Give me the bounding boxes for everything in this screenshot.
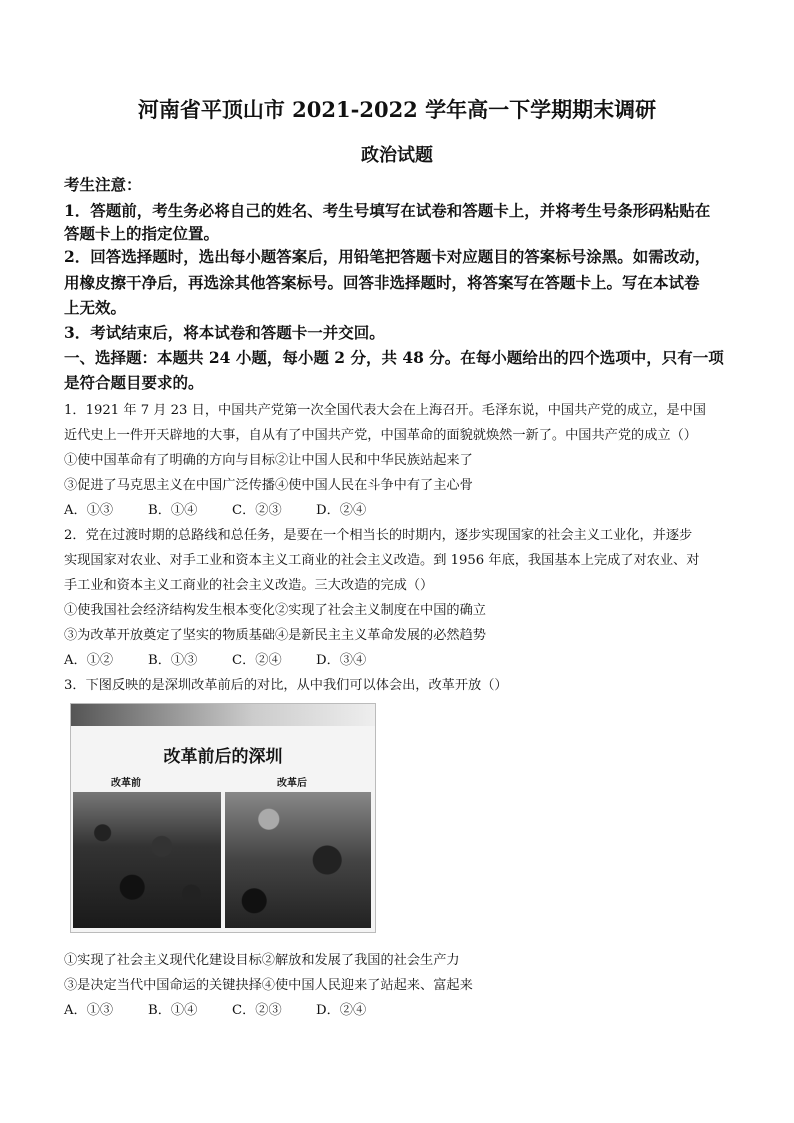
question-2-options — [64, 649, 366, 668]
question-3-options — [64, 999, 366, 1018]
shenzhen-comparison-figure — [70, 703, 376, 933]
question-3-statement: ③是决定当代中国命运的关键抉择④使中国人民迎来了站起来、富起来 — [64, 978, 473, 993]
notice-heading: 考生注意： — [64, 175, 142, 194]
question-1-options — [64, 499, 366, 518]
notice-line: 1．答题前，考生务必将自己的姓名、考生号填写在试卷和答题卡上，并将考生号条形码粘贴在 — [64, 201, 711, 220]
option-d: D．②④ — [316, 503, 367, 518]
question-2-text: 2．党在过渡时期的总路线和总任务，是要在一个相当长的时期内，逐步实现国家的社会主义工业化，并逐步 — [64, 528, 693, 543]
option-d: D．③④ — [316, 653, 367, 668]
photo-after-reform — [225, 792, 371, 928]
page-title: 河南省平顶山市 2021-2022 学年高一下学期期末调研 — [137, 97, 657, 122]
notice-line: 用橡皮擦干净后，再选涂其他答案标号。回答非选择题时，将答案写在答题卡上。写在本试卷 — [64, 273, 700, 292]
option-b: B．①④ — [148, 1003, 198, 1018]
question-3-statement: ①实现了社会主义现代化建设目标②解放和发展了我国的社会生产力 — [64, 953, 460, 968]
option-c: C．②④ — [232, 653, 282, 668]
question-2-statement: ③为改革开放奠定了坚实的物质基础④是新民主主义革命发展的必然趋势 — [64, 628, 486, 643]
figure-banner — [71, 704, 375, 726]
question-1-statement: ①使中国革命有了明确的方向与目标②让中国人民和中华民族站起来了 — [64, 453, 473, 468]
question-1-statement: ③促进了马克思主义在中国广泛传播④使中国人民在斗争中有了主心骨 — [64, 478, 473, 493]
notice-line: 答题卡上的指定位置。 — [64, 224, 220, 243]
option-b: B．①③ — [148, 653, 198, 668]
section-heading: 一、选择题：本题共 24 小题，每小题 2 分，共 48 分。在每小题给出的四个选项中，只有一项 — [64, 348, 724, 367]
notice-line: 上无效。 — [64, 298, 127, 317]
page-subtitle: 政治试题 — [361, 145, 433, 166]
section-heading: 是符合题目要求的。 — [64, 373, 204, 392]
option-a: A．①③ — [64, 1003, 114, 1018]
notice-line: 3．考试结束后，将本试卷和答题卡一并交回。 — [64, 323, 385, 342]
figure-title: 改革前后的深圳 — [163, 747, 283, 767]
figure-label-after: 改革后 — [277, 778, 307, 789]
question-1-text: 近代史上一件开天辟地的大事，自从有了中国共产党，中国革命的面貌就焕然一新了。中国共产党的成立（） — [64, 428, 697, 443]
option-a: A．①③ — [64, 503, 114, 518]
photo-before-reform — [73, 792, 221, 928]
question-2-text: 实现国家对农业、对手工业和资本主义工商业的社会主义改造。到 1956 年底，我国基本上完成了对农业、对 — [64, 553, 700, 568]
option-b: B．①④ — [148, 503, 198, 518]
figure-label-before: 改革前 — [111, 778, 141, 789]
question-2-text: 手工业和资本主义工商业的社会主义改造。三大改造的完成（） — [64, 578, 434, 593]
option-c: C．②③ — [232, 503, 282, 518]
question-1-text: 1．1921 年 7 月 23 日，中国共产党第一次全国代表大会在上海召开。毛泽东说，中国共产党的成立，是中国 — [64, 403, 706, 418]
question-2-statement: ①使我国社会经济结构发生根本变化②实现了社会主义制度在中国的确立 — [64, 603, 486, 618]
option-c: C．②③ — [232, 1003, 282, 1018]
notice-line: 2．回答选择题时，选出每小题答案后，用铅笔把答题卡对应题目的答案标号涂黑。如需改动， — [64, 247, 711, 266]
question-3-text: 3．下图反映的是深圳改革前后的对比，从中我们可以体会出，改革开放（） — [64, 678, 508, 693]
option-a: A．①② — [64, 653, 114, 668]
option-d: D．②④ — [316, 1003, 367, 1018]
